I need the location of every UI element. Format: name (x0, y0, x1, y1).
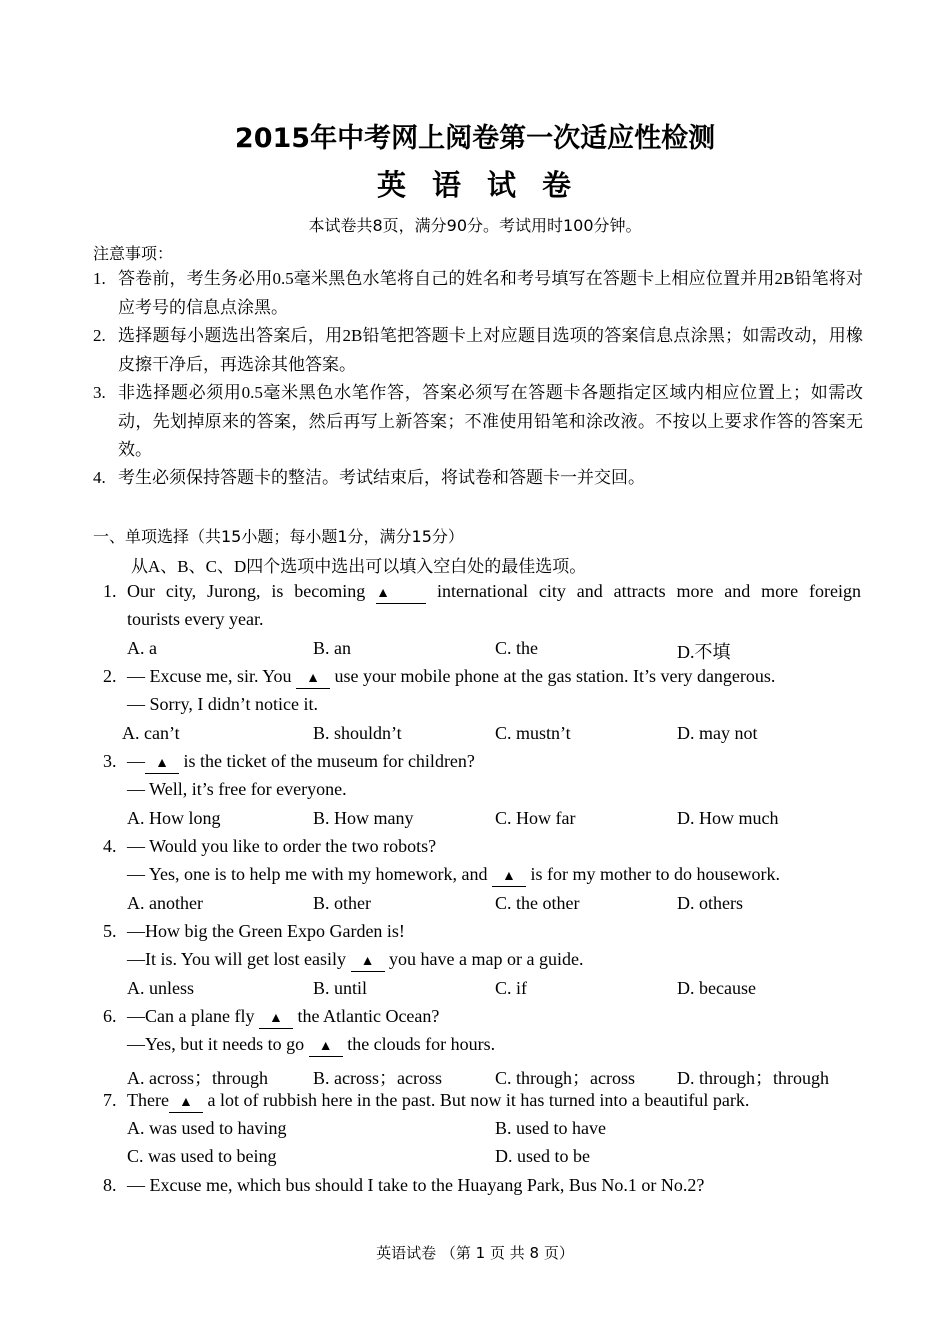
note-text: 选择题每小题选出答案后，用2B铅笔把答题卡上对应题目选项的答案信息点涂黑；如需改动，用橡皮擦干净后，再选涂其他答案。 (118, 326, 863, 374)
option-b: B. until (313, 978, 368, 998)
subject-char: 语 (431, 168, 463, 202)
option-b: B. across；across (313, 1068, 442, 1088)
note-number: 1. (93, 269, 106, 288)
option-a: A. a (127, 638, 157, 658)
option-d: D.不填 (677, 642, 731, 662)
option-b: B. How many (313, 808, 414, 828)
stem-text: is the ticket of the museum for children? (183, 751, 475, 771)
note-item (93, 379, 863, 465)
paper-info: 本试卷共8页，满分90分。考试用时100分钟。 (308, 216, 642, 235)
question-stem-line: — Sorry, I didn’t notice it. (127, 694, 318, 714)
option-d: D. may not (677, 723, 758, 743)
option-c: C. How far (495, 808, 576, 828)
option-c: C. mustn’t (495, 723, 571, 743)
stem-text: — (127, 751, 145, 771)
question-number: 4. (103, 836, 117, 856)
subject-char: 卷 (542, 168, 574, 202)
option-b: B. used to have (495, 1118, 606, 1138)
question-stem (127, 1034, 495, 1057)
option-a: A. was used to having (127, 1118, 287, 1138)
question-number: 6. (103, 1006, 117, 1026)
question-stem-line: tourists every year. (127, 609, 264, 629)
note-number: 2. (93, 326, 106, 345)
question-number: 1. (103, 581, 117, 601)
option-b: B. other (313, 893, 371, 913)
option-d: D. others (677, 893, 743, 913)
page-footer: 英语试卷 （第 1 页 共 8 页） (376, 1244, 574, 1262)
question-stem-line: —How big the Green Expo Garden is! (127, 921, 405, 941)
answer-blank: ▲ (376, 585, 426, 604)
question-stem (127, 864, 780, 887)
stem-text: — Yes, one is to help me with my homework, and (127, 864, 488, 884)
stem-text: you have a map or a guide. (389, 949, 584, 969)
stem-text: —It is. You will get lost easily (127, 949, 347, 969)
note-number: 3. (93, 383, 106, 402)
answer-blank: ▲ (492, 868, 526, 887)
option-b: B. an (313, 638, 351, 658)
option-c: C. the (495, 638, 538, 658)
stem-text: Our city, Jurong, is becoming (127, 581, 366, 601)
question-number: 8. (103, 1175, 117, 1195)
paper-subject (0, 163, 950, 204)
stem-text: —Can a plane fly (127, 1006, 255, 1026)
subject-char: 试 (487, 168, 519, 202)
option-c: C. if (495, 978, 528, 998)
subject-char: 英 (376, 168, 408, 202)
option-a: A. How long (127, 808, 221, 828)
question-stem (127, 1090, 749, 1113)
answer-blank: ▲ (309, 1038, 343, 1057)
question-number: 3. (103, 751, 117, 771)
note-text: 答卷前，考生务必用0.5毫米黑色水笔将自己的姓名和考号填写在答题卡上相应位置并用2B铅笔将对应考号的信息点涂黑。 (118, 269, 863, 317)
option-d: D. because (677, 978, 756, 998)
option-d: D. used to be (495, 1146, 590, 1166)
question-stem (127, 949, 583, 972)
question-number: 7. (103, 1090, 117, 1110)
question-number: 5. (103, 921, 117, 941)
question-stem-line: — Well, it’s free for everyone. (127, 779, 347, 799)
stem-text: the Atlantic Ocean? (297, 1006, 440, 1026)
option-b: B. shouldn’t (313, 723, 402, 743)
answer-blank: ▲ (351, 953, 385, 972)
answer-blank: ▲ (259, 1010, 293, 1029)
option-c: C. through；across (495, 1068, 635, 1088)
question-stem (127, 751, 475, 774)
answer-blank: ▲ (169, 1094, 203, 1113)
answer-blank: ▲ (296, 670, 330, 689)
stem-text: is for my mother to do housework. (530, 864, 780, 884)
paper-title: 2015年中考网上阅卷第一次适应性检测 (234, 123, 716, 154)
stem-text: —Yes, but it needs to go (127, 1034, 305, 1054)
option-c: C. was used to being (127, 1146, 277, 1166)
notes-title: 注意事项： (93, 244, 174, 263)
stem-text: There (127, 1090, 169, 1110)
answer-blank: ▲ (145, 755, 179, 774)
note-text: 非选择题必须用0.5毫米黑色水笔作答，答案必须写在答题卡各题指定区域内相应位置上；如需改动，先划掉原来的答案，然后再写上新答案；不准使用铅笔和涂改液。不按以上要求作答的答案无效。 (118, 383, 863, 459)
option-a: A. can’t (122, 723, 180, 743)
option-d: D. through；through (677, 1068, 829, 1088)
option-a: A. unless (127, 978, 194, 998)
question-stem (127, 1006, 439, 1029)
stem-text: the clouds for hours. (347, 1034, 496, 1054)
note-item (93, 464, 863, 493)
note-number: 4. (93, 468, 106, 487)
note-text: 考生必须保持答题卡的整洁。考试结束后，将试卷和答题卡一并交回。 (118, 468, 645, 487)
question-stem (127, 666, 775, 689)
stem-text: — Excuse me, sir. You (127, 666, 292, 686)
section-title: 一、单项选择（共15小题；每小题1分，满分15分） (93, 527, 464, 546)
option-c: C. the other (495, 893, 580, 913)
question-stem-line: — Would you like to order the two robots? (127, 836, 437, 856)
question-number: 2. (103, 666, 117, 686)
option-a: A. across；through (127, 1068, 268, 1088)
stem-text: international city and attracts more and more foreign (437, 581, 862, 601)
section-instruction: 从A、B、C、D四个选项中选出可以填入空白处的最佳选项。 (131, 557, 587, 576)
stem-text: a lot of rubbish here in the past. But now it has turned into a beautiful park. (207, 1090, 750, 1110)
option-a: A. another (127, 893, 203, 913)
question-stem (127, 581, 861, 604)
note-item (93, 265, 863, 322)
stem-text: use your mobile phone at the gas station. It’s very dangerous. (334, 666, 776, 686)
question-stem-line: — Excuse me, which bus should I take to the Huayang Park, Bus No.1 or No.2? (127, 1175, 705, 1195)
note-item (93, 322, 863, 379)
option-d: D. How much (677, 808, 779, 828)
